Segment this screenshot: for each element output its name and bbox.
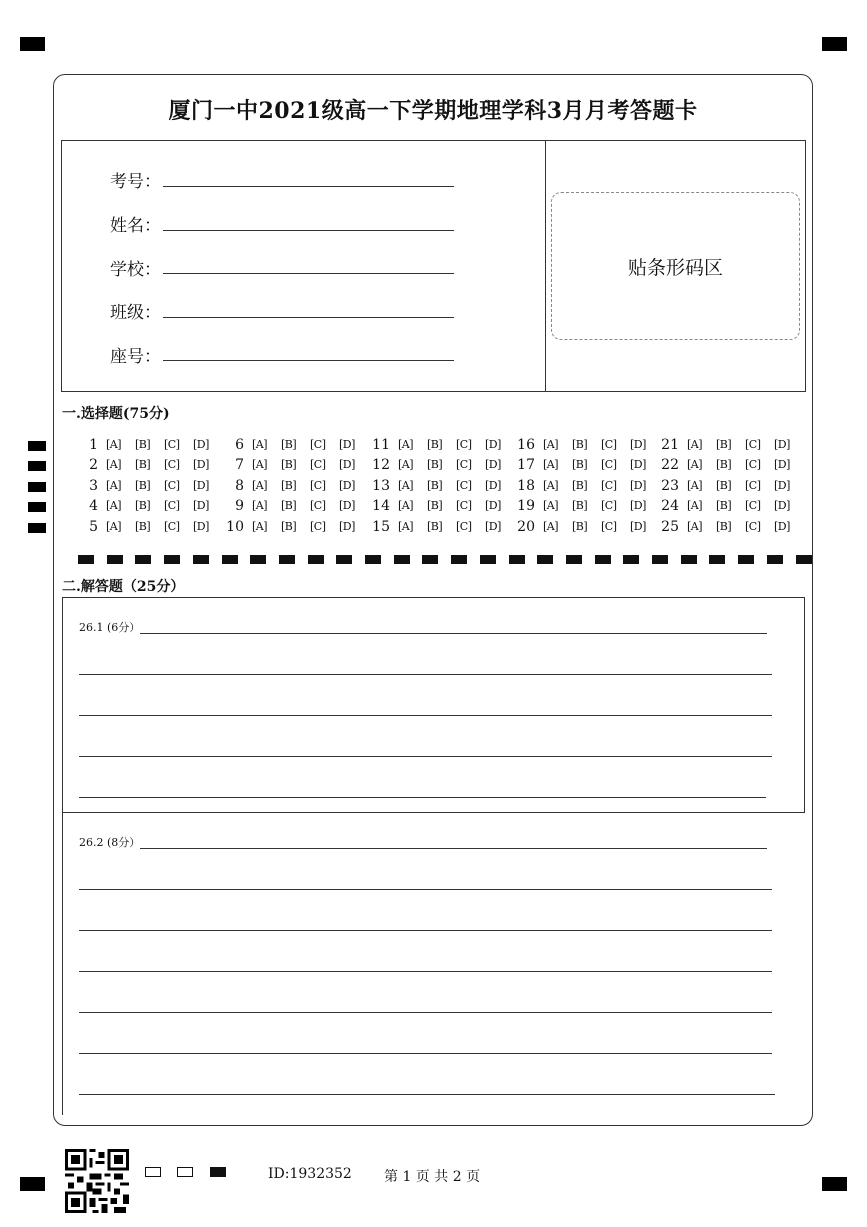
answer-bubble[interactable]: [C]	[745, 479, 761, 492]
answer-bubble[interactable]: [B]	[716, 479, 732, 492]
answer-bubble[interactable]: [C]	[164, 520, 180, 533]
class-field[interactable]	[163, 317, 454, 318]
answer-bubble[interactable]: [A]	[106, 499, 122, 512]
answer-bubble[interactable]: [C]	[310, 499, 326, 512]
answer-bubble[interactable]: [A]	[543, 479, 559, 492]
answer-bubble[interactable]: [B]	[135, 438, 151, 451]
question-number: 17	[517, 457, 535, 473]
separator-dash	[681, 555, 697, 564]
question-number: 16	[517, 437, 535, 453]
answer-bubble[interactable]: [B]	[427, 499, 443, 512]
separator-dash	[738, 555, 754, 564]
page-title: 厦门一中2021级高一下学期地理学科3月月考答题卡	[168, 98, 698, 124]
answer-bubble[interactable]: [A]	[687, 438, 703, 451]
question-number: 20	[517, 519, 535, 535]
question-number: 6	[235, 437, 244, 453]
separator-dash	[623, 555, 639, 564]
answer-bubble[interactable]: [A]	[106, 438, 122, 451]
answer-bubble[interactable]: [D]	[485, 438, 501, 451]
answer-line[interactable]	[79, 930, 772, 931]
separator-dash	[509, 555, 525, 564]
timing-mark	[28, 461, 46, 471]
answer-bubble[interactable]: [D]	[485, 499, 501, 512]
name-label: 姓名：	[110, 216, 161, 236]
timing-mark	[28, 441, 46, 451]
question-number: 15	[372, 519, 390, 535]
answer-bubble[interactable]: [D]	[774, 458, 790, 471]
answer-bubble[interactable]: [A]	[252, 458, 268, 471]
answer-line[interactable]	[79, 889, 772, 890]
answer-line[interactable]	[79, 756, 772, 757]
separator-dash	[107, 555, 123, 564]
answer-bubble[interactable]: [D]	[339, 520, 355, 533]
answer-bubble[interactable]: [C]	[601, 479, 617, 492]
question-number: 4	[89, 498, 98, 514]
separator-dash	[279, 555, 295, 564]
answer-bubble[interactable]: [C]	[745, 438, 761, 451]
answer-bubble[interactable]: [A]	[398, 499, 414, 512]
answer-bubble[interactable]: [B]	[572, 458, 588, 471]
status-box-empty	[145, 1167, 161, 1177]
answer-bubble[interactable]: [B]	[427, 458, 443, 471]
answer-bubble[interactable]: [A]	[543, 520, 559, 533]
answer-bubble[interactable]: [B]	[281, 479, 297, 492]
timing-mark	[28, 523, 46, 533]
answer-bubble[interactable]: [C]	[164, 438, 180, 451]
question-number: 18	[517, 478, 535, 494]
answer-line[interactable]	[79, 797, 766, 798]
status-box-empty	[177, 1167, 193, 1177]
answer-bubble[interactable]: [B]	[427, 520, 443, 533]
answer-bubble[interactable]: [B]	[135, 520, 151, 533]
answer-bubble[interactable]: [C]	[745, 499, 761, 512]
answer-bubble[interactable]: [A]	[252, 438, 268, 451]
separator-dash	[480, 555, 496, 564]
separator-dash	[394, 555, 410, 564]
answer-bubble[interactable]: [C]	[456, 458, 472, 471]
exam-number-field[interactable]	[163, 186, 454, 187]
answer-bubble[interactable]: [A]	[252, 520, 268, 533]
answer-bubble[interactable]: [C]	[601, 458, 617, 471]
answer-bubble[interactable]: [B]	[716, 458, 732, 471]
question-number: 9	[235, 498, 244, 514]
page-indicator: 第 1 页 共 2 页	[384, 1169, 481, 1185]
answer-bubble[interactable]: [D]	[193, 458, 209, 471]
answer-bubble[interactable]: [B]	[572, 499, 588, 512]
answer-bubble[interactable]: [B]	[716, 438, 732, 451]
answer-box-26-1	[62, 597, 805, 813]
answer-bubble[interactable]: [C]	[164, 479, 180, 492]
answer-bubble[interactable]: [B]	[572, 438, 588, 451]
school-field[interactable]	[163, 273, 454, 274]
answer-bubble[interactable]: [D]	[193, 520, 209, 533]
separator-dash	[250, 555, 266, 564]
answer-line[interactable]	[79, 971, 772, 972]
answer-bubble[interactable]: [A]	[106, 479, 122, 492]
question-number: 24	[661, 498, 679, 514]
exam-number-label: 考号：	[110, 172, 161, 192]
question-number: 22	[661, 457, 679, 473]
answer-bubble[interactable]: [B]	[427, 479, 443, 492]
corner-mark-top-left	[20, 37, 45, 51]
answer-bubble[interactable]: [B]	[281, 499, 297, 512]
separator-dash	[308, 555, 324, 564]
separator-dash	[78, 555, 94, 564]
answer-bubble[interactable]: [B]	[572, 479, 588, 492]
corner-mark-top-right	[822, 37, 847, 51]
seat-label: 座号：	[110, 347, 161, 367]
separator-dash	[566, 555, 582, 564]
answer-bubble[interactable]: [B]	[281, 458, 297, 471]
answer-bubble[interactable]: [A]	[398, 520, 414, 533]
answer-bubble[interactable]: [A]	[106, 520, 122, 533]
seat-field[interactable]	[163, 360, 454, 361]
answer-bubble[interactable]: [C]	[310, 479, 326, 492]
answer-bubble[interactable]: [D]	[630, 520, 646, 533]
separator-dash	[767, 555, 783, 564]
question-number: 13	[372, 478, 390, 494]
question-number: 25	[661, 519, 679, 535]
answer-bubble[interactable]: [B]	[427, 438, 443, 451]
barcode-area	[551, 192, 800, 340]
name-field[interactable]	[163, 230, 454, 231]
separator-dash	[652, 555, 668, 564]
answer-bubble[interactable]: [B]	[281, 520, 297, 533]
answer-bubble[interactable]: [C]	[164, 499, 180, 512]
answer-line[interactable]	[140, 633, 767, 634]
answer-bubble[interactable]: [C]	[745, 520, 761, 533]
answer-bubble[interactable]: [D]	[339, 499, 355, 512]
answer-bubble[interactable]: [D]	[339, 479, 355, 492]
answer-bubble[interactable]: [B]	[716, 499, 732, 512]
answer-bubble[interactable]: [C]	[310, 438, 326, 451]
question-number: 8	[235, 478, 244, 494]
answer-bubble[interactable]: [D]	[630, 458, 646, 471]
question-26-1-label: 26.1 (6分）	[79, 621, 141, 634]
question-number: 12	[372, 457, 390, 473]
question-number: 7	[235, 457, 244, 473]
answer-bubble[interactable]: [A]	[398, 438, 414, 451]
answer-box-26-2-left-edge	[62, 813, 63, 1115]
answer-bubble[interactable]: [D]	[193, 499, 209, 512]
separator-dash	[595, 555, 611, 564]
question-number: 14	[372, 498, 390, 514]
answer-bubble[interactable]: [D]	[485, 520, 501, 533]
answer-bubble[interactable]: [D]	[630, 479, 646, 492]
answer-bubble[interactable]: [D]	[630, 438, 646, 451]
info-divider	[545, 140, 546, 392]
answer-bubble[interactable]: [A]	[687, 499, 703, 512]
separator-dash	[796, 555, 812, 564]
timing-mark	[28, 482, 46, 492]
barcode-area-label: 贴条形码区	[627, 256, 723, 279]
answer-bubble[interactable]: [A]	[398, 458, 414, 471]
answer-bubble[interactable]: [D]	[193, 438, 209, 451]
answer-bubble[interactable]: [A]	[398, 479, 414, 492]
question-number: 10	[226, 519, 244, 535]
question-number: 11	[372, 437, 390, 453]
answer-bubble[interactable]: [C]	[310, 520, 326, 533]
separator-dash	[222, 555, 238, 564]
answer-bubble[interactable]: [A]	[687, 479, 703, 492]
answer-bubble[interactable]: [C]	[745, 458, 761, 471]
answer-bubble[interactable]: [D]	[774, 520, 790, 533]
status-box-filled	[210, 1167, 226, 1177]
answer-bubble[interactable]: [D]	[774, 438, 790, 451]
answer-bubble[interactable]: [D]	[485, 458, 501, 471]
answer-bubble[interactable]: [A]	[687, 458, 703, 471]
answer-line[interactable]	[79, 1012, 772, 1013]
separator-dash	[451, 555, 467, 564]
section2-title: 二.解答题（25分）	[62, 579, 185, 595]
answer-bubble[interactable]: [C]	[456, 479, 472, 492]
qr-code-icon	[65, 1149, 129, 1213]
question-number: 21	[661, 437, 679, 453]
answer-line[interactable]	[79, 1094, 775, 1095]
answer-bubble[interactable]: [D]	[193, 479, 209, 492]
question-number: 23	[661, 478, 679, 494]
corner-mark-bottom-right	[822, 1177, 847, 1191]
answer-bubble[interactable]: [C]	[456, 520, 472, 533]
separator-dash	[365, 555, 381, 564]
answer-line[interactable]	[140, 848, 767, 849]
question-26-2-label: 26.2 (8分）	[79, 836, 141, 849]
answer-line[interactable]	[79, 715, 772, 716]
sheet-id: ID:1932352	[268, 1166, 352, 1182]
answer-bubble[interactable]: [A]	[543, 438, 559, 451]
answer-bubble[interactable]: [A]	[543, 499, 559, 512]
answer-bubble[interactable]: [D]	[774, 479, 790, 492]
answer-bubble[interactable]: [D]	[485, 479, 501, 492]
question-number: 3	[89, 478, 98, 494]
answer-bubble[interactable]: [A]	[252, 479, 268, 492]
answer-bubble[interactable]: [D]	[339, 458, 355, 471]
answer-bubble[interactable]: [A]	[106, 458, 122, 471]
answer-bubble[interactable]: [B]	[135, 479, 151, 492]
answer-bubble[interactable]: [A]	[687, 520, 703, 533]
answer-bubble[interactable]: [D]	[774, 499, 790, 512]
answer-bubble[interactable]: [C]	[601, 438, 617, 451]
question-number: 2	[89, 457, 98, 473]
answer-bubble[interactable]: [D]	[630, 499, 646, 512]
separator-dash	[537, 555, 553, 564]
answer-bubble[interactable]: [B]	[135, 458, 151, 471]
section1-title: 一.选择题(75分)	[62, 406, 170, 422]
question-number: 1	[89, 437, 98, 453]
class-label: 班级：	[110, 303, 161, 323]
separator-dash	[709, 555, 725, 564]
separator-dash	[193, 555, 209, 564]
answer-bubble[interactable]: [A]	[543, 458, 559, 471]
answer-bubble[interactable]: [C]	[456, 438, 472, 451]
answer-bubble[interactable]: [B]	[572, 520, 588, 533]
answer-bubble[interactable]: [B]	[135, 499, 151, 512]
answer-bubble[interactable]: [A]	[252, 499, 268, 512]
answer-bubble[interactable]: [D]	[339, 438, 355, 451]
answer-bubble[interactable]: [C]	[601, 499, 617, 512]
answer-line[interactable]	[79, 674, 772, 675]
separator-dash	[164, 555, 180, 564]
answer-line[interactable]	[79, 1053, 772, 1054]
corner-mark-bottom-left	[20, 1177, 45, 1191]
question-number: 19	[517, 498, 535, 514]
school-label: 学校：	[110, 260, 161, 280]
answer-bubble[interactable]: [C]	[164, 458, 180, 471]
timing-mark	[28, 502, 46, 512]
answer-bubble[interactable]: [B]	[716, 520, 732, 533]
separator-dash	[135, 555, 151, 564]
answer-bubble[interactable]: [B]	[281, 438, 297, 451]
answer-bubble[interactable]: [C]	[601, 520, 617, 533]
separator-dash	[422, 555, 438, 564]
question-number: 5	[89, 519, 98, 535]
answer-bubble[interactable]: [C]	[310, 458, 326, 471]
separator-dash	[336, 555, 352, 564]
answer-bubble[interactable]: [C]	[456, 499, 472, 512]
